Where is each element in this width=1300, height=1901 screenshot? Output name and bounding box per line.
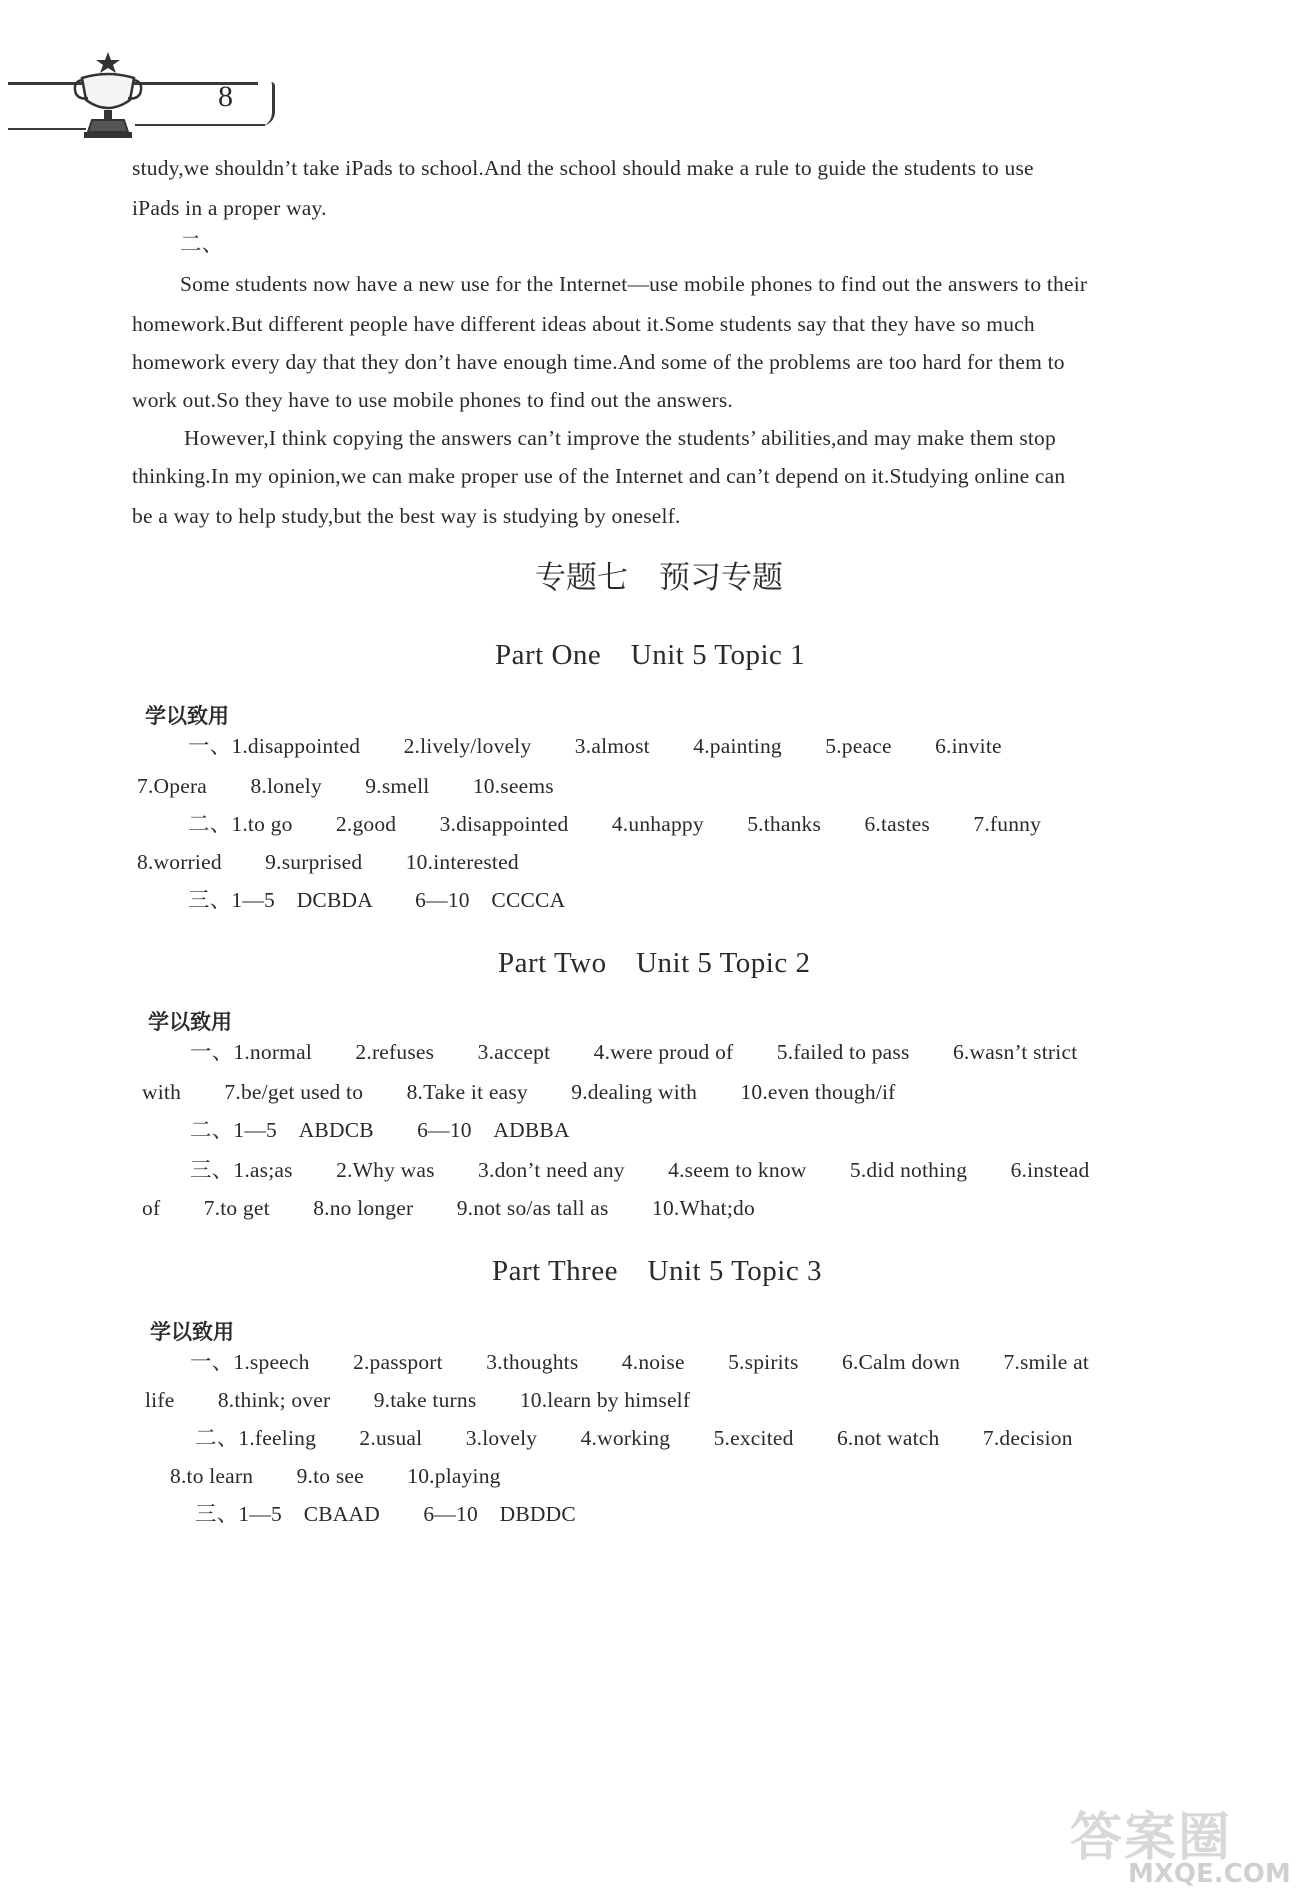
answer-line: 8.to learn 9.to see 10.playing	[170, 1464, 501, 1488]
answer-line: 一、1.speech 2.passport 3.thoughts 4.noise 5.spirits 6.Calm down 7.smile at	[190, 1350, 1090, 1374]
watermark-url: MXQE.COM	[1128, 1859, 1291, 1889]
part-title: Part Two Unit 5 Topic 2	[498, 947, 811, 979]
text-line: Some students now have a new use for the Internet—use mobile phones to find out the answers to their	[180, 272, 1088, 296]
header-bracket	[258, 82, 275, 126]
answer-line: 二、1.to go 2.good 3.disappointed 4.unhappy 5.thanks 6.tastes 7.funny	[188, 812, 1042, 836]
section-label: 学以致用	[148, 1010, 232, 1034]
trophy-icon	[70, 50, 146, 140]
answer-line: with 7.be/get used to 8.Take it easy 9.dealing with 10.even though/if	[142, 1080, 896, 1104]
answer-line: 三、1.as;as 2.Why was 3.don’t need any 4.seem to know 5.did nothing 6.instead	[190, 1158, 1090, 1182]
text-line: study,we shouldn’t take iPads to school.And the school should make a rule to guide the students to use	[132, 156, 1034, 180]
header-rule-lower-right	[135, 124, 265, 126]
watermark-logo: 答案圈	[1070, 1808, 1233, 1868]
answer-line: life 8.think; over 9.take turns 10.learn by himself	[145, 1388, 691, 1412]
text-line: homework.But different people have different ideas about it.Some students say that they have so much	[132, 312, 1035, 336]
part-title: Part Three Unit 5 Topic 3	[492, 1255, 822, 1287]
topic-title: 专题七 预习专题	[535, 560, 783, 596]
answer-line: of 7.to get 8.no longer 9.not so/as tall as 10.What;do	[142, 1196, 755, 1220]
answer-line: 三、1—5 DCBDA 6—10 CCCCA	[188, 888, 566, 912]
answer-line: 二、1—5 ABDCB 6—10 ADBBA	[190, 1118, 570, 1142]
answer-line: 二、1.feeling 2.usual 3.lovely 4.working 5.excited 6.not watch 7.decision	[195, 1426, 1073, 1450]
section-label: 学以致用	[150, 1320, 234, 1344]
answer-line: 8.worried 9.surprised 10.interested	[137, 850, 519, 874]
text-line: iPads in a proper way.	[132, 196, 327, 220]
text-line: be a way to help study,but the best way is studying by oneself.	[132, 504, 681, 528]
section-marker: 二、	[180, 232, 224, 257]
answer-line: 7.Opera 8.lonely 9.smell 10.seems	[137, 774, 554, 798]
text-line: work out.So they have to use mobile phones to find out the answers.	[132, 388, 733, 412]
text-line: homework every day that they don’t have enough time.And some of the problems are too hard for them to	[132, 350, 1065, 374]
text-line: However,I think copying the answers can’t improve the students’ abilities,and may make them stop	[184, 426, 1056, 450]
answer-line: 一、1.disappointed 2.lively/lovely 3.almost 4.painting 5.peace 6.invite	[188, 734, 1002, 758]
section-label: 学以致用	[145, 704, 229, 728]
page-header	[0, 40, 290, 140]
text-line: thinking.In my opinion,we can make proper use of the Internet and can’t depend on it.Studying online can	[132, 464, 1066, 488]
part-title: Part One Unit 5 Topic 1	[495, 639, 806, 671]
page-number: 8	[218, 80, 233, 113]
watermark	[1070, 1795, 1295, 1895]
answer-line: 三、1—5 CBAAD 6—10 DBDDC	[195, 1502, 576, 1526]
answer-line: 一、1.normal 2.refuses 3.accept 4.were proud of 5.failed to pass 6.wasn’t strict	[190, 1040, 1078, 1064]
